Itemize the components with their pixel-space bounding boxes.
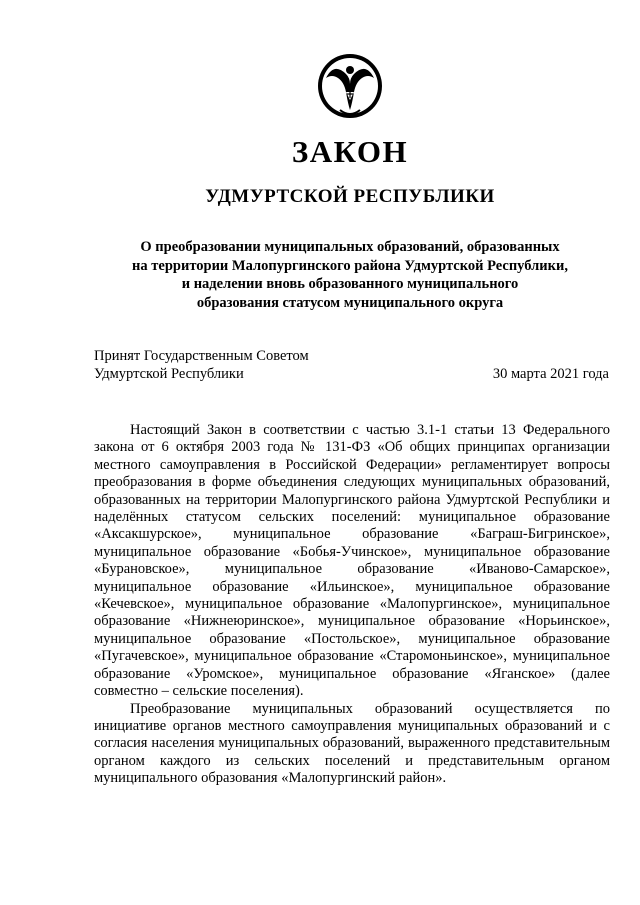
adoption-date: 30 марта 2021 года — [492, 366, 609, 382]
law-title: ЗАКОН — [291, 134, 409, 169]
coat-of-arms-icon — [316, 48, 384, 124]
body-paragraph: Настоящий Закон в соответствии с частью 3.1-1 статьи 13 Федерального закона от 6 октября 2003 года № 131-ФЗ «Об общих принципах организации местного самоуправления в Российской Федерации» регламентирует вопросы преобразования в форме объединения следующих муниципальных образований, образованных на территории Малопургинского района Удмуртской Республики и наделённых статусом сельских поселений: муниципальное образование «Аксакшурское», муниципальное образование «Баграш-Бигринское», муниципальное образование «Бобья-Учинское», муниципальное образование «Бурановское», муниципальное образование «Иваново-Самарское», муниципальное образование «Ильинское», муниципальное образование «Кечевское», муниципальное образование «Малопургинское», муниципальное образование «Нижнеюринское», муниципальное образование «Норьинское», муниципальное образование «Постольское», муниципальное образование «Пугачевское», муниципальное образование «Старомоньинское», муниципальное образование «Уромское», муниципальное образование «Яганское» (далее совместно – сельские поселения). — [94, 422, 610, 700]
document-title — [0, 238, 640, 312]
document-title-line: и наделении вновь образованного муниципального — [181, 276, 519, 292]
document-title-line: О преобразовании муниципальных образований, образованных — [140, 239, 560, 255]
adoption-line: Принят Государственным Советом — [94, 348, 309, 364]
adoption-line: Удмуртской Республики — [94, 366, 244, 382]
document-title-line: на территории Малопургинского района Удмуртской Республики, — [132, 257, 568, 274]
law-subtitle: УДМУРТСКОЙ РЕСПУБЛИКИ — [205, 186, 495, 207]
body-paragraph: Преобразование муниципальных образований осуществляется по инициативе органов местного самоуправления муниципальных образований и с согласия населения муниципальных образований, выраженного представительным органом каждого из сельских поселений и представительным органом муниципального образования «Малопургинский район». — [94, 700, 610, 787]
adoption-block — [94, 347, 309, 383]
document-title-line: образования статусом муниципального округа — [196, 294, 504, 311]
body-text — [94, 422, 610, 788]
